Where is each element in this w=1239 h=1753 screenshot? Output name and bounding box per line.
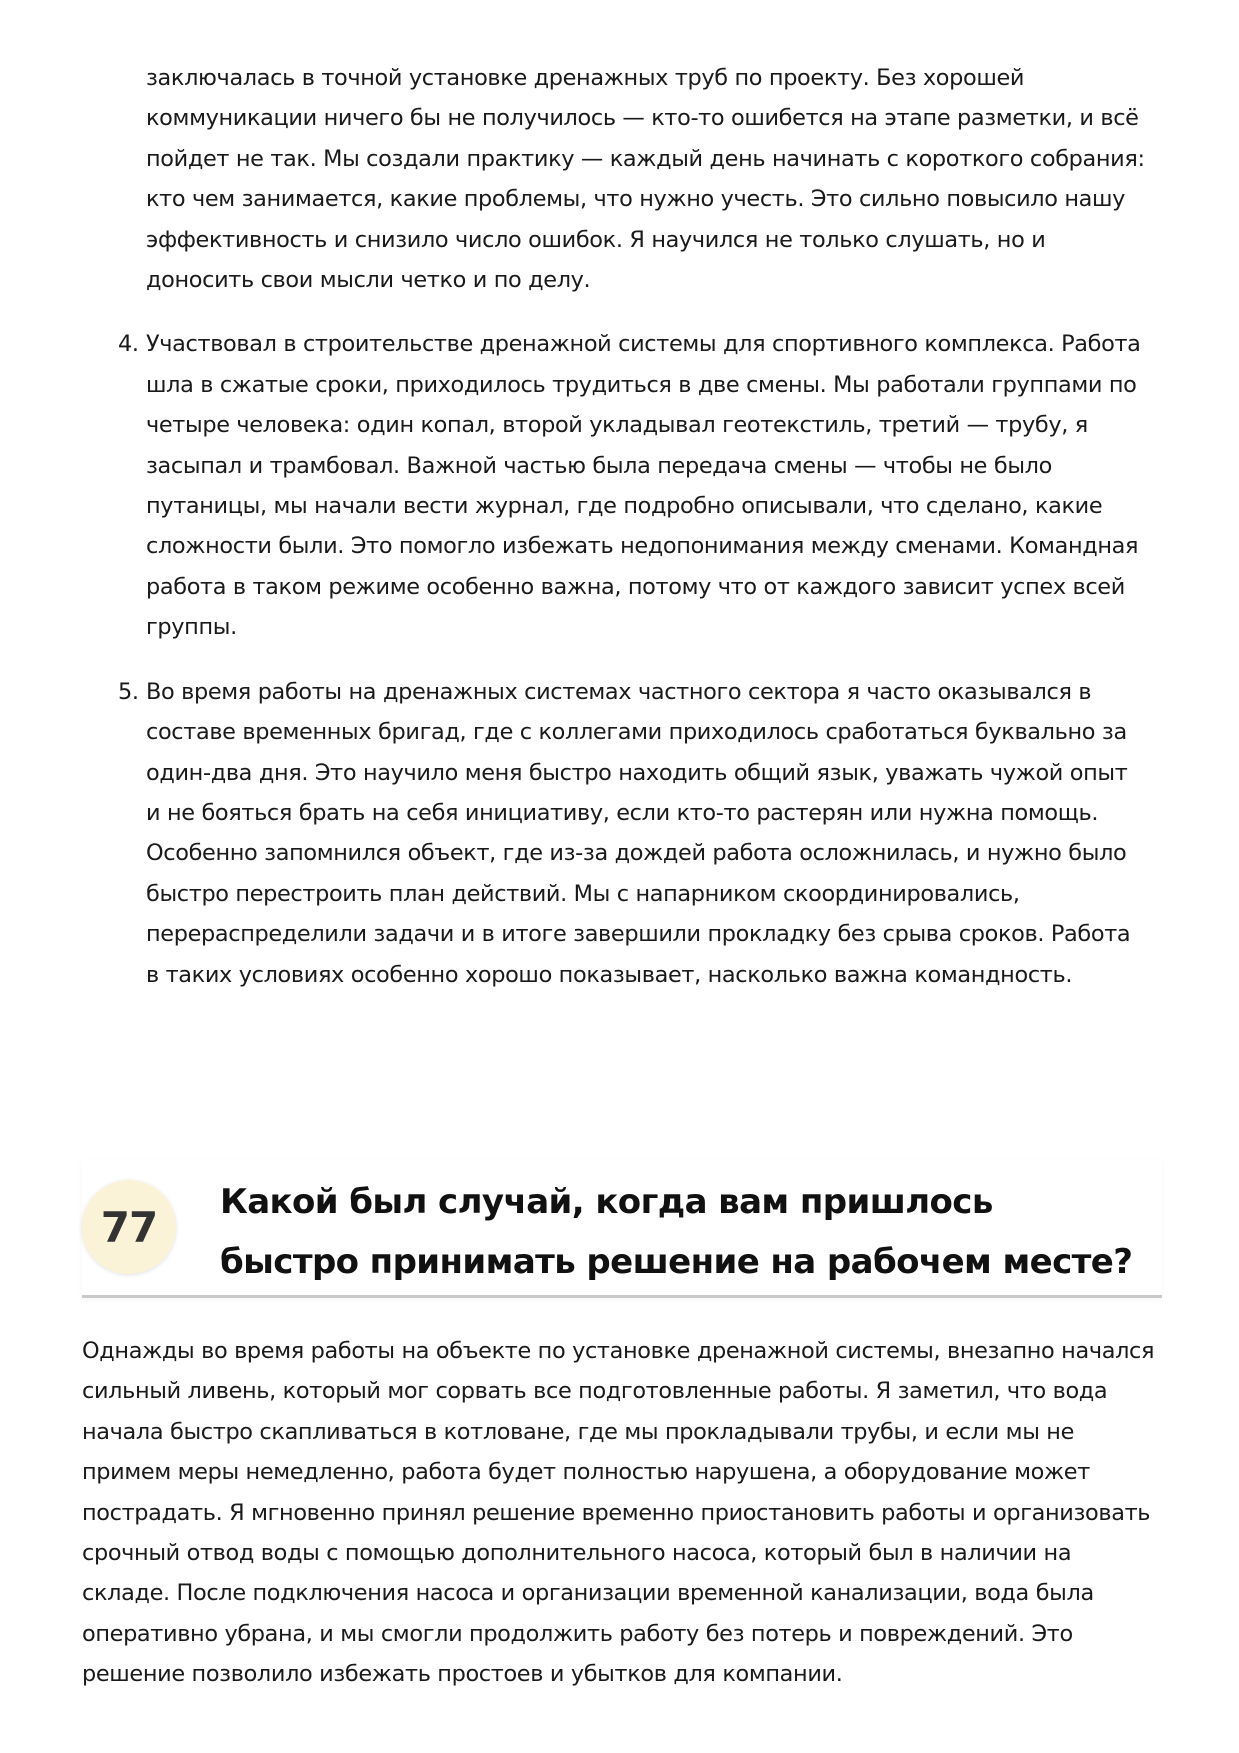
list-item-text: Участвовал в строительстве дренажной системы для спортивного комплекса. Работа шла в сжатые сроки, приходилось трудиться в две смены. Мы работали группами по четыре человека: один копал, второй укладывал геотекстиль, третий — трубу, я засыпал и трамбовал. Важной частью была передача смены — чтобы не было путаницы, мы начали вести журнал, где подробно описывали, что сделано, какие сложности были. Это помогло избежать недопонимания между сменами. Командная работа в таком режиме особенно важна, потому что от каждого зависит успех всей группы. (146, 331, 1141, 641)
answer-list (0, 58, 1239, 1019)
question-title: Какой был случай, когда вам пришлось быстро принимать решение на рабочем месте? (220, 1182, 1133, 1282)
list-item (118, 324, 1146, 647)
question-header (82, 1160, 1162, 1298)
list-item (118, 672, 1146, 995)
list-item (146, 58, 1146, 300)
question-number-badge: 77 (82, 1180, 176, 1274)
answer-paragraph: Однажды во время работы на объекте по установке дренажной системы, внезапно начался сильный ливень, который мог сорвать все подготовленные работы. Я заметил, что вода начала быстро скапливаться в котловане, где мы прокладывали трубы, и если мы не примем меры немедленно, работа будет полностью нарушена, а оборудование может пострадать. Я мгновенно принял решение временно приостановить работы и организовать срочный отвод воды с помощью дополнительного насоса, который был в наличии на складе. После подключения насоса и организации временной канализации, вода была оперативно убрана, и мы смогли продолжить работу без потерь и повреждений. Это решение позволило избежать простоев и убытков для компании. (82, 1338, 1155, 1688)
list-item-text: заключалась в точной установке дренажных труб по проекту. Без хорошей коммуникации ничего бы не получилось — кто-то ошибется на этапе разметки, и всё пойдет не так. Мы создали практику — каждый день начинать с короткого собрания: кто чем занимается, какие проблемы, что нужно учесть. Это сильно повысило нашу эффективность и снизило число ошибок. Я научился не только слушать, но и доносить свои мысли четко и по делу. (146, 65, 1145, 294)
list-item-number: 4. (118, 331, 139, 358)
list-item-number: 5. (118, 678, 139, 705)
list-item-text: Во время работы на дренажных системах частного сектора я часто оказывался в составе временных бригад, где с коллегами приходилось сработаться буквально за один-два дня. Это научило меня быстро находить общий язык, уважать чужой опыт и не бояться брать на себя инициативу, если кто-то растерян или нужна помощь. Особенно запомнился объект, где из-за дождей работа осложнилась, и нужно было быстро перестроить план действий. Мы с напарником скоординировались, перераспределили задачи и в итоге завершили прокладку без срыва сроков. Работа в таких условиях особенно хорошо показывает, насколько важна командность. (146, 678, 1131, 988)
